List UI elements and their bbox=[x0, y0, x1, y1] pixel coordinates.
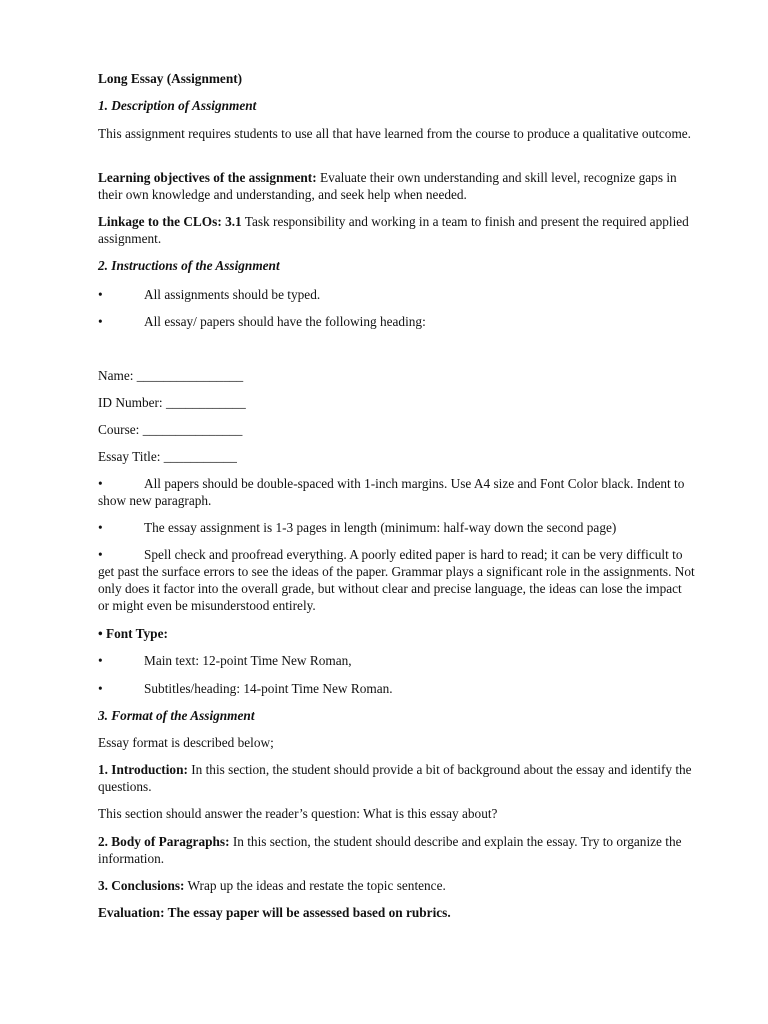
list-item: • All assignments should be typed. bbox=[98, 287, 321, 302]
bullet-marker: • bbox=[98, 653, 103, 668]
bullet-marker: • bbox=[98, 476, 103, 491]
introduction-text: In this section, the student should provide a bit of background about the essay and identify the questions. bbox=[98, 762, 692, 794]
assignment-description: This assignment requires students to use all that have learned from the course to produce a qualitative outcome. bbox=[98, 126, 692, 141]
bullet-marker: • bbox=[98, 520, 103, 535]
linkage-label: Linkage to the CLOs: 3.1 bbox=[98, 214, 242, 229]
conclusions-text: Wrap up the ideas and restate the topic sentence. bbox=[184, 878, 446, 893]
section3-heading: 3. Format of the Assignment bbox=[98, 708, 255, 723]
body-label: 2. Body of Paragraphs: bbox=[98, 834, 230, 849]
introduction-label: 1. Introduction: bbox=[98, 762, 188, 777]
list-item: • Main text: 12-point Time New Roman, bbox=[98, 653, 352, 668]
evaluation-note: Evaluation: The essay paper will be assessed based on rubrics. bbox=[98, 905, 451, 920]
list-item: • Spell check and proofread everything. A poorly edited paper is hard to read; it can be very difficult to get past the surface errors to see the ideas of the paper. Grammar plays a significant role in the assignments. Not only does it factor into the overall grade, but without clear and precise language, the ideas can lose the impact or might even be misunderstood entirely. bbox=[98, 547, 695, 613]
font-type-label: • Font Type: bbox=[98, 626, 168, 641]
bullet-marker: • bbox=[98, 547, 103, 562]
section2-heading: 2. Instructions of the Assignment bbox=[98, 258, 280, 273]
bullet-marker: • bbox=[98, 287, 103, 302]
conclusions-item bbox=[98, 877, 696, 894]
id-number-field: ID Number: ____________ bbox=[98, 395, 246, 410]
section1-heading: 1. Description of Assignment bbox=[98, 98, 257, 113]
document-title: Long Essay (Assignment) bbox=[98, 71, 243, 86]
introduction-note: This section should answer the reader’s question: What is this essay about? bbox=[98, 806, 498, 821]
name-field: Name: ________________ bbox=[98, 368, 244, 383]
objectives-label: Learning objectives of the assignment: bbox=[98, 170, 317, 185]
bullet-marker: • bbox=[98, 681, 103, 696]
body-item bbox=[98, 833, 696, 867]
conclusions-label: 3. Conclusions: bbox=[98, 878, 185, 893]
clo-linkage bbox=[98, 213, 696, 247]
course-field: Course: _______________ bbox=[98, 422, 243, 437]
objectives-text: Evaluate their own understanding and skill level, recognize gaps in their own knowledge and understanding, and seek help when needed. bbox=[98, 170, 677, 202]
body-text: In this section, the student should describe and explain the essay. Try to organize the information. bbox=[98, 834, 682, 866]
list-item: • The essay assignment is 1-3 pages in length (minimum: half-way down the second page) bbox=[98, 520, 617, 535]
introduction-item bbox=[98, 761, 696, 795]
linkage-text: Task responsibility and working in a team to finish and present the required applied assignment. bbox=[98, 214, 689, 246]
essay-title-field: Essay Title: ___________ bbox=[98, 449, 237, 464]
format-intro: Essay format is described below; bbox=[98, 735, 274, 750]
list-item: • Subtitles/heading: 14-point Time New Roman. bbox=[98, 681, 393, 696]
list-item: • All papers should be double-spaced with 1-inch margins. Use A4 size and Font Color black. Indent to show new paragraph. bbox=[98, 476, 685, 508]
learning-objectives bbox=[98, 169, 696, 203]
bullet-marker: • bbox=[98, 314, 103, 329]
list-item: • All essay/ papers should have the following heading: bbox=[98, 314, 426, 329]
